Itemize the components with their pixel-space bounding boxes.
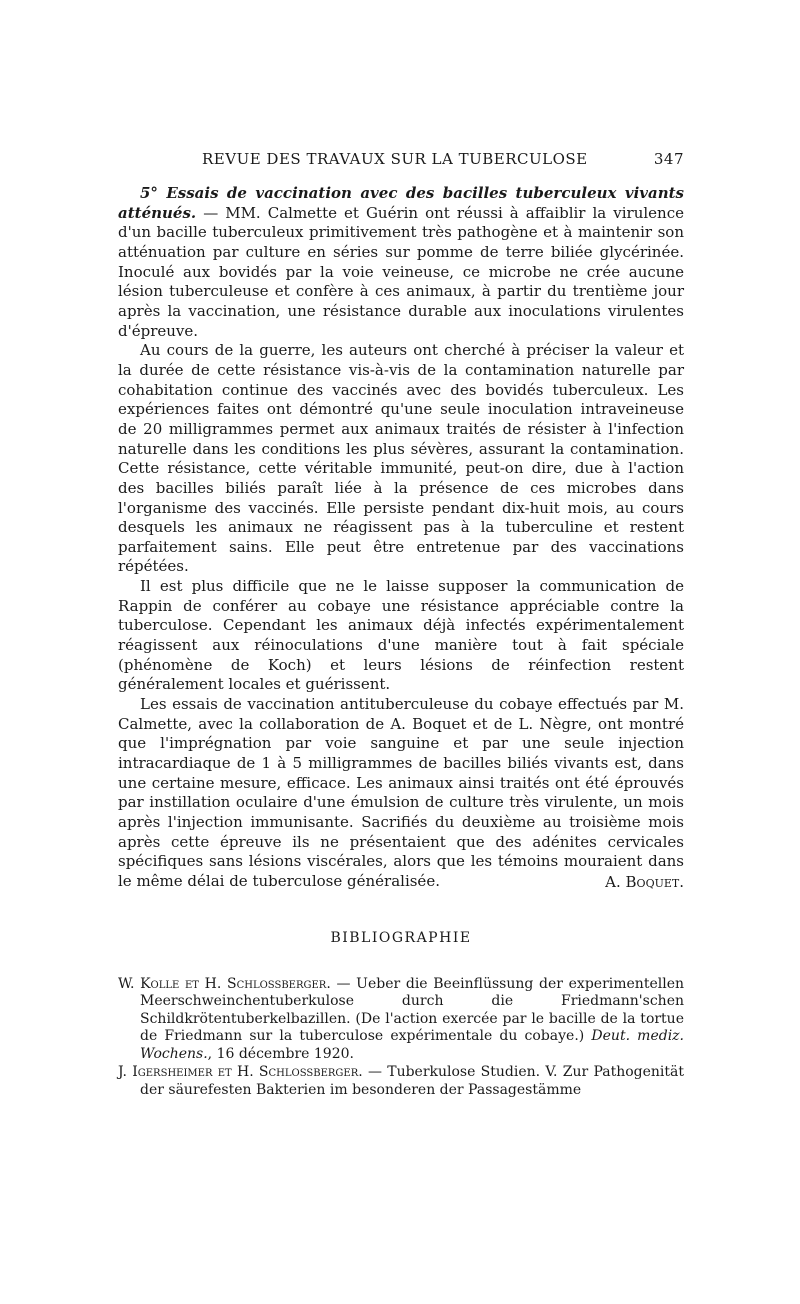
- entry-authors: W. Kolle et H. Schlossberger.: [118, 975, 331, 992]
- entry-date: , 16 décembre 1920.: [207, 1045, 354, 1062]
- bibliography-list: [118, 976, 684, 1100]
- paragraph-4: Les essais de vaccination antituberculeuse du cobaye effectués par M. Calmette, avec la collaboration de A. Boquet et de L. Nègre, ont montré que l'imprégnation par voie sanguine et par une seule injection intracardiaque de 1 à 5 milligrammes de bacilles biliés vivants est, dans une certaine mesure, efficace. Les animaux ainsi traités ont été éprouvés par instillation oculaire d'une émulsion de culture très virulente, un mois après l'injection immunisante. Sacrifiés du deuxième au troisième mois après cette épreuve ils ne présentaient que des adénites cervicales spécifiques sans lésions viscérales, alors que les témoins mouraient dans le même délai de tuberculose généralisée.: [118, 695, 684, 890]
- paragraph-3: Il est plus difficile que ne le laisse supposer la communication de Rappin de conférer au cobaye une résistance appréciable contre la tuberculose. Cependant les animaux déjà infectés expérimentalement réagissent aux réinoculations d'une manière tout à fait spéciale (phénomène de Koch) et leurs lésions de réinfection restent généralement locales et guérissent.: [118, 577, 684, 694]
- running-header: [118, 150, 684, 176]
- paragraph-2: Au cours de la guerre, les auteurs ont cherché à préciser la valeur et la durée de cette résistance vis-à-vis de la contamination naturelle par cohabitation continue des vaccinés avec des bovidés tuberculeux. Les expériences faites ont démontré qu'une seule inoculation intraveineuse de 20 milligrammes permet aux animaux traités de résister à l'infection naturelle dans les conditions les plus sévères, assurant la contamination. Cette résistance, cette véritable immunité, peut-on dire, due à l'action des bacilles biliés paraît liée à la présence de ces microbes dans l'organisme des vaccinés. Elle persiste pendant dix-huit mois, au cours desquels les animaux ne réagissent pas à la tuberculine et restent parfaitement sains. Elle peut être entretenue par des vaccinations répétées.: [118, 341, 684, 576]
- bibliography-entry: [118, 976, 684, 1064]
- bibliography-heading: BIBLIOGRAPHIE: [330, 929, 472, 946]
- section-title-text: Essais de vaccination avec des bacilles tuberculeux vivants atténués.: [118, 184, 684, 222]
- section-number: 5°: [140, 184, 158, 202]
- entry-text: — Tuberkulose Studien. V. Zur Pathogenität der säurefesten Bakterien im besonderen der Passagestämme: [140, 1064, 684, 1098]
- entry-authors: J. Igersheimer et H. Schlossberger.: [118, 1064, 363, 1081]
- header-title: REVUE DES TRAVAUX SUR LA TUBERCULOSE: [202, 150, 588, 168]
- entry-journal: Deut. mediz. Wochens.: [140, 1028, 685, 1062]
- page-number: 347: [653, 150, 684, 168]
- paragraph-1-text: — MM. Calmette et Guérin ont réussi à affaiblir la virulence d'un bacille tuberculeux primitivement très pathogène et à maintenir son atténuation par culture en séries sur pomme de terre biliée glycérinée. Inoculé aux bovidés par la voie veineuse, ce microbe ne crée aucune lésion tuberculeuse et confère à ces animaux, à partir du trentième jour après la vaccination, une résistance durable aux inoculations virulentes d'épreuve.: [118, 203, 684, 340]
- article-body: [118, 184, 684, 892]
- paragraph-1: [118, 184, 684, 341]
- document-page: [118, 150, 684, 1100]
- entry-text: — Ueber die Beeinflüssung der experimentellen Meerschweinchentuberkulose durch die Friedmann'schen Schildkrötentuberkelbazillen. (De l'action exercée par le bacille de la tortue de Friedmann sur la tuberculose expérimentale du cobaye.): [140, 975, 684, 1045]
- bibliography-entry: [118, 1064, 684, 1099]
- author-signature: A. Boquet.: [605, 872, 684, 891]
